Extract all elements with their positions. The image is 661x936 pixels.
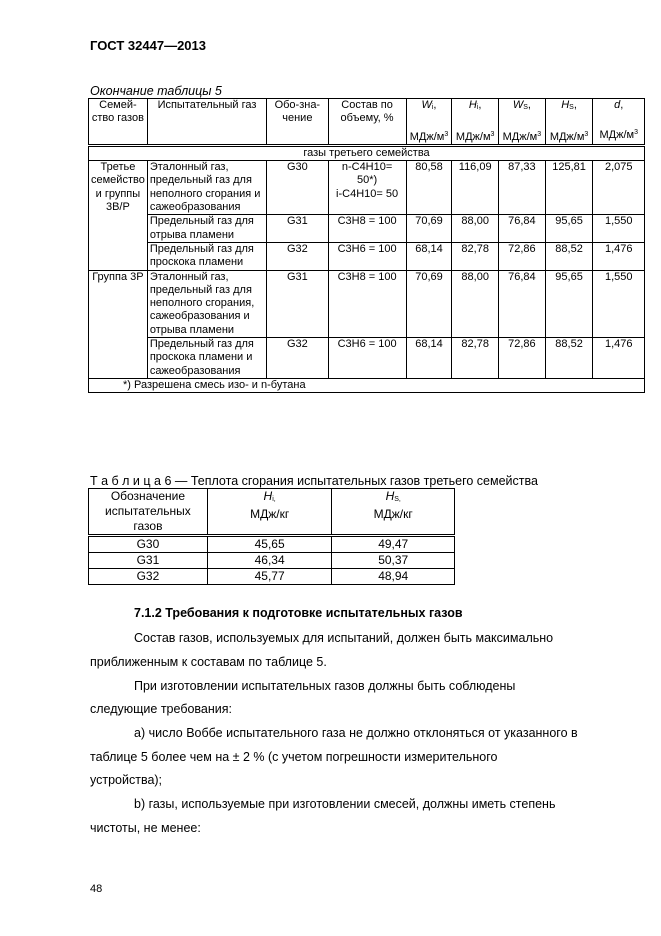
gas-name: Эталонный газ, предельный газ для неполного сгорания, сажеобразования и отрыва пламени — [147, 270, 266, 337]
hs-value: 95,65 — [545, 215, 593, 243]
body-text: приближенным к составам по таблице 5. — [90, 655, 327, 669]
section-title: газы третьего семейства — [89, 145, 645, 160]
group-name: Третье семейство и группы 3B/P — [89, 161, 148, 270]
d-value: 2,075 — [593, 161, 645, 215]
hs-value: 88,52 — [545, 338, 593, 379]
wi-value: 70,69 — [406, 270, 452, 337]
group-name: Группа 3P — [89, 270, 148, 378]
th-code: Обо-зна-чение — [267, 99, 328, 146]
table-row — [89, 161, 645, 215]
table5 — [88, 98, 645, 393]
th-hs: HS, МДж/$м^3$ — [545, 99, 593, 146]
gas-name: Предельный газ для проскока пламени — [147, 242, 266, 270]
gas-code: G31 — [89, 553, 208, 569]
composition: n-C4H10= 50*) i-C4H10= 50 — [328, 161, 406, 215]
th-family: Семей-ство газов — [89, 99, 148, 146]
hi-value: 45,65 — [207, 536, 332, 553]
gas-name: Предельный газ для проскока пламени и сажеобразования — [147, 338, 266, 379]
table5-caption: Окончание таблицы 5 — [90, 84, 222, 98]
ws-value: 72,86 — [499, 338, 546, 379]
body-text: устройства); — [90, 773, 163, 787]
table6-caption: Т а б л и ц а 6 — Теплота сгорания испытательных газов третьего семейства — [90, 474, 538, 488]
table-row — [89, 569, 455, 585]
ws-value: 72,86 — [499, 242, 546, 270]
th-composition: Состав по объему, % — [328, 99, 406, 146]
th6-code: Обозначение испытательных газов — [89, 489, 208, 536]
body-text: чистоты, не менее: — [90, 821, 201, 835]
hi-value: 88,00 — [452, 270, 499, 337]
th6-hi: Hi, МДж/кг — [207, 489, 332, 536]
hi-value: 46,34 — [207, 553, 332, 569]
gas-code: G30 — [267, 161, 328, 215]
table-row — [89, 270, 645, 337]
wi-value: 68,14 — [406, 242, 452, 270]
gas-code: G32 — [267, 242, 328, 270]
table-row — [89, 338, 645, 379]
hi-value: 45,77 — [207, 569, 332, 585]
hi-value: 82,78 — [452, 338, 499, 379]
composition: C3H8 = 100 — [328, 270, 406, 337]
body-text: При изготовлении испытательных газов должны быть соблюдены — [134, 679, 516, 693]
d-value: 1,476 — [593, 338, 645, 379]
body-text: Состав газов, используемых для испытаний, должен быть максимально — [134, 631, 554, 645]
composition: C3H6 = 100 — [328, 242, 406, 270]
gas-code: G31 — [267, 215, 328, 243]
d-value: 1,550 — [593, 270, 645, 337]
hi-value: 88,00 — [452, 215, 499, 243]
th-d: d, МДж/$м^3$ — [593, 99, 645, 146]
gas-code: G32 — [89, 569, 208, 585]
body-text: b) газы, используемые при изготовлении смесей, должны иметь степень — [134, 797, 556, 811]
hs-value: 48,94 — [332, 569, 455, 585]
body-text: следующие требования: — [90, 702, 233, 716]
wi-value: 68,14 — [406, 338, 452, 379]
gas-name: Эталонный газ, предельный газ для неполного сгорания и сажеобразования — [147, 161, 266, 215]
gas-code: G31 — [267, 270, 328, 337]
ws-value: 76,84 — [499, 215, 546, 243]
composition: C3H6 = 100 — [328, 338, 406, 379]
th-wi: Wi, МДж/$м^3$ — [406, 99, 452, 146]
hs-value: 49,47 — [332, 536, 455, 553]
th-gas: Испытательный газ — [147, 99, 266, 146]
ws-value: 87,33 — [499, 161, 546, 215]
hs-value: 88,52 — [545, 242, 593, 270]
body-text: таблице 5 более чем на ± 2 % (с учетом погрешности измерительного — [90, 750, 498, 764]
ws-value: 76,84 — [499, 270, 546, 337]
gas-code: G30 — [89, 536, 208, 553]
hi-value: 82,78 — [452, 242, 499, 270]
table6 — [88, 488, 455, 585]
hs-value: 125,81 — [545, 161, 593, 215]
document-header: ГОСТ 32447—2013 — [90, 38, 206, 53]
wi-value: 70,69 — [406, 215, 452, 243]
table-row — [89, 536, 455, 553]
hs-value: 95,65 — [545, 270, 593, 337]
table-row — [89, 553, 455, 569]
body-text: а) число Воббе испытательного газа не должно отклоняться от указанного в — [134, 726, 578, 740]
page-number: 48 — [90, 883, 103, 895]
table-row — [89, 215, 645, 243]
d-value: 1,550 — [593, 215, 645, 243]
table-row — [89, 242, 645, 270]
hi-value: 116,09 — [452, 161, 499, 215]
d-value: 1,476 — [593, 242, 645, 270]
th6-hs: HS, МДж/кг — [332, 489, 455, 536]
gas-code: G32 — [267, 338, 328, 379]
composition: C3H8 = 100 — [328, 215, 406, 243]
wi-value: 80,58 — [406, 161, 452, 215]
hs-value: 50,37 — [332, 553, 455, 569]
gas-name: Предельный газ для отрыва пламени — [147, 215, 266, 243]
section-heading: 7.1.2 Требования к подготовке испытательных газов — [134, 606, 463, 620]
table5-footnote: *) Разрешена смесь изо- и n-бутана — [89, 378, 645, 392]
th-hi: Hi, МДж/$м^3$ — [452, 99, 499, 146]
th-ws: WS, МДж/$м^3$ — [499, 99, 546, 146]
